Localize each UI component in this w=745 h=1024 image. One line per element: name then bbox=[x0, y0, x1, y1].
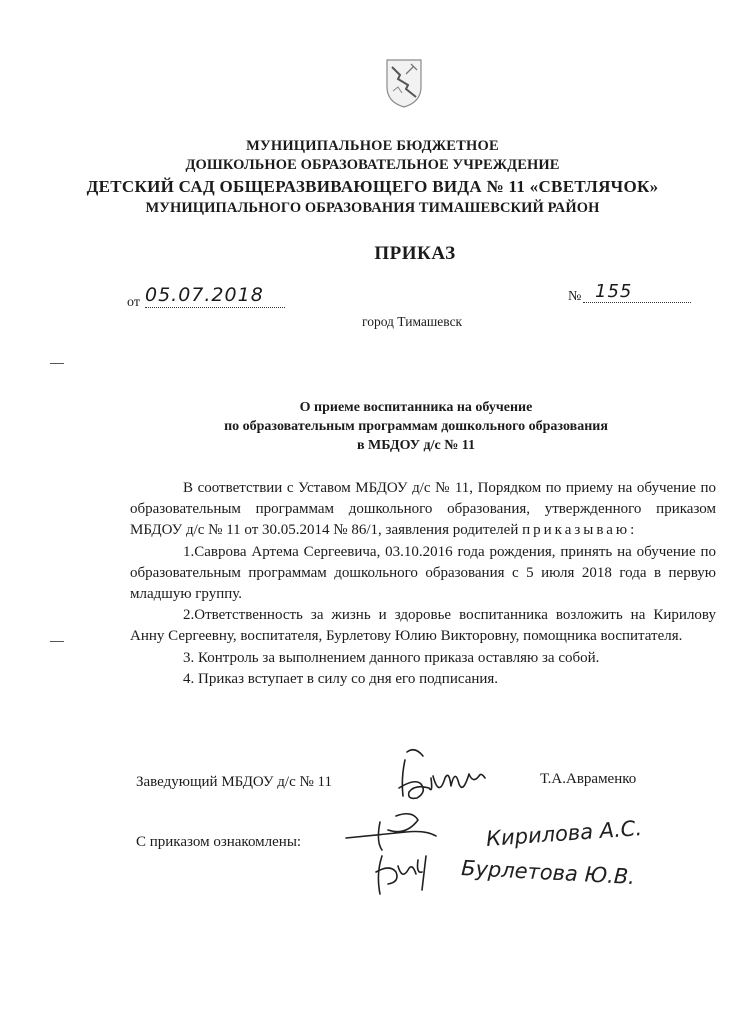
city-name: город Тимашевск bbox=[362, 314, 463, 329]
acknowledgement-label: С приказом ознакомлены: bbox=[136, 834, 302, 850]
org-name-line4: МУНИЦИПАЛЬНОГО ОБРАЗОВАНИЯ ТИМАШЕВСКИЙ РАЙОН bbox=[145, 200, 600, 216]
subject-line3: в МБДОУ д/с № 11 bbox=[357, 438, 475, 453]
order-body bbox=[130, 478, 716, 690]
document-title: ПРИКАЗ bbox=[374, 243, 456, 264]
acknowledgement-handwritten-name-1 bbox=[485, 816, 670, 856]
order-item-4: 4. Приказ вступает в силу со дня его подписания. bbox=[183, 670, 499, 687]
date-handwritten: 05.07.2018 bbox=[145, 284, 285, 308]
acknowledgement-handwritten-name-2 bbox=[462, 853, 667, 889]
org-name-line3: ДЕТСКИЙ САД ОБЩЕРАЗВИВАЮЩЕГО ВИДА № 11 «СВЕТЛЯЧОК» bbox=[86, 177, 659, 196]
org-name-line2: ДОШКОЛЬНОЕ ОБРАЗОВАТЕЛЬНОЕ УЧРЕЖДЕНИЕ bbox=[185, 157, 560, 173]
svg-text:Кирилова А.С.: Кирилова А.С. bbox=[485, 816, 643, 851]
acknowledgement-signature-2 bbox=[366, 850, 446, 896]
acknowledgement-signature-1 bbox=[336, 812, 446, 852]
body-intro: В соответствии с Уставом МБДОУ д/с № 11, Порядком по приему на обучение по образовательным программам дошкольного образования, утвержденного приказом МБДОУ д/с № 11 от 30.05.2014 № 86/1, заявления родителей приказываю: bbox=[130, 480, 716, 539]
head-name: Т.А.Авраменко bbox=[540, 771, 637, 787]
order-item-2: 2.Ответственность за жизнь и здоровье воспитанника возложить на Кирилову Анну Сергеевну, воспитателя, Бурлетову Юлию Викторовну, помощника воспитателя. bbox=[130, 607, 716, 645]
date-prefix: от bbox=[127, 295, 140, 310]
coat-of-arms-emblem bbox=[384, 57, 424, 109]
subject-line2: по образовательным программам дошкольного образования bbox=[224, 419, 608, 434]
order-item-3: 3. Контроль за выполнением данного приказа оставляю за собой. bbox=[183, 649, 600, 666]
order-item-1: 1.Саврова Артема Сергеевича, 03.10.2016 года рождения, принять на обучение по образовательным программам дошкольного образования с 5 июля 2018 года в первую младшую группу. bbox=[130, 543, 716, 603]
order-word: приказываю: bbox=[522, 522, 638, 539]
org-name-line1: МУНИЦИПАЛЬНОЕ БЮДЖЕТНОЕ bbox=[246, 138, 499, 154]
margin-mark bbox=[50, 363, 64, 364]
subject-line1: О приеме воспитанника на обучение bbox=[299, 400, 533, 415]
number-prefix: № bbox=[568, 289, 582, 304]
head-signature bbox=[393, 748, 493, 802]
margin-mark bbox=[50, 641, 64, 642]
svg-text:Бурлетова Ю.В.: Бурлетова Ю.В. bbox=[460, 855, 636, 890]
head-title: Заведующий МБДОУ д/с № 11 bbox=[136, 774, 333, 790]
number-handwritten: 155 bbox=[583, 281, 691, 303]
